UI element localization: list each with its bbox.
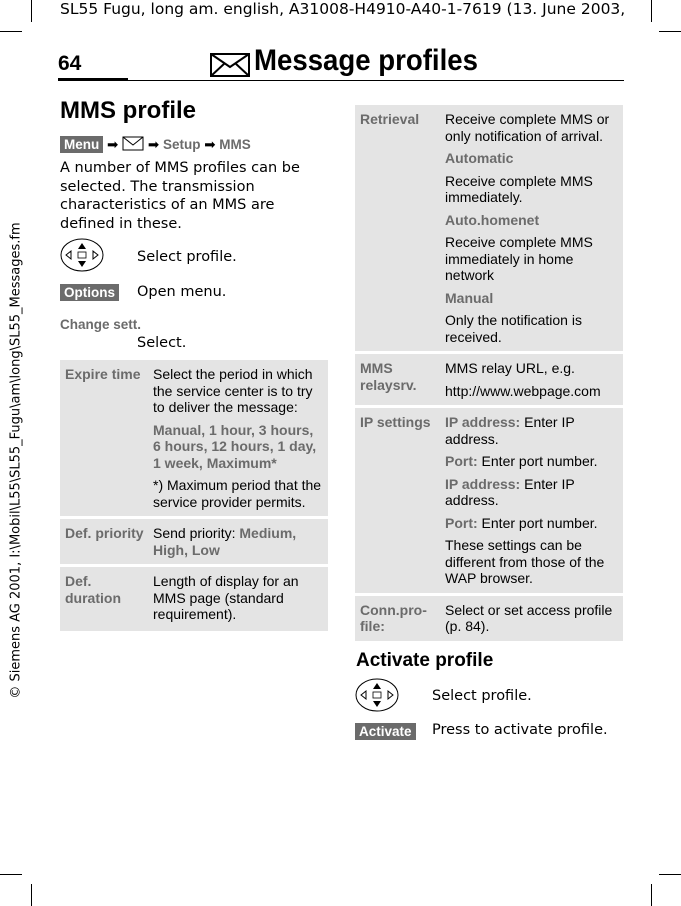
crop-mark	[31, 884, 32, 906]
row-desc: Receive complete MMS or only notification of arrival.	[445, 111, 610, 144]
row-url: http://www.webpage.com	[445, 382, 601, 399]
intro-text: A number of MMS profiles can be selected. The transmission characteristics of an MMS are defined in these.	[60, 160, 300, 232]
crop-mark	[31, 0, 32, 22]
row-desc: Length of display for an MMS page (standard requirement).	[153, 573, 299, 622]
row-prefix: Send priority:	[153, 525, 240, 541]
section-title: MMS profile	[60, 97, 196, 124]
running-header: SL55 Fugu, long am. english, A31008-H4910-A40-1-7619 (13. June 2003,	[60, 0, 626, 18]
envelope-icon	[210, 53, 250, 81]
row-options: Manual, 1 hour, 3 hours, 6 hours, 12 hours, 1 day, 1 week, Maximum*	[153, 421, 317, 471]
mms-settings-table-right	[355, 102, 623, 644]
activate-desc: Press to activate profile.	[432, 722, 608, 738]
row-content	[149, 567, 328, 631]
crop-mark	[651, 884, 652, 906]
option-name: Automatic	[445, 150, 514, 166]
options-key-wrap	[60, 282, 119, 301]
arrow-icon: ➡	[107, 137, 119, 152]
page-title: Message profiles	[254, 44, 478, 77]
crop-mark	[651, 0, 652, 22]
arrow-icon: ➡	[204, 137, 216, 152]
option-desc: Receive complete MMS immediately in home network	[445, 234, 593, 283]
ip-label: IP address:	[445, 475, 521, 492]
path-setup: Setup	[162, 137, 201, 152]
ip-desc: Enter IP address.	[445, 475, 575, 508]
side-path-text: © Siemens AG 2001, I:\Mobil\L55\SL55_Fugu\am\long\SL55_Messages.fm	[8, 222, 24, 699]
row-content	[441, 596, 623, 641]
open-menu-text: Open menu.	[137, 284, 227, 300]
crop-mark	[659, 874, 681, 875]
change-sett-label: Change sett.	[60, 317, 142, 332]
row-content	[441, 408, 623, 593]
row-label: IP settings	[355, 408, 441, 593]
arrow-icon: ➡	[147, 137, 160, 152]
row-content	[149, 519, 328, 564]
row-content	[149, 360, 328, 516]
crop-mark	[659, 31, 681, 32]
row-label: Def. duration	[60, 567, 149, 631]
side-path	[6, 0, 24, 906]
table-row	[60, 519, 328, 564]
header-rule	[128, 80, 624, 81]
page-number-bar	[58, 78, 128, 81]
table-row	[355, 105, 623, 351]
mms-settings-table	[60, 357, 328, 634]
row-label: Expire time	[60, 360, 149, 516]
row-options: Medium, High, Low	[153, 525, 297, 558]
row-content	[441, 105, 623, 351]
ip-desc: Enter IP address.	[445, 414, 575, 447]
table-row	[355, 408, 623, 593]
activate-key-wrap	[355, 721, 416, 740]
option-name: Manual	[445, 289, 494, 306]
table-row	[355, 354, 623, 405]
row-content	[441, 354, 623, 405]
port-label: Port:	[445, 453, 478, 469]
option-desc: Receive complete MMS immediately.	[445, 172, 593, 205]
row-note: *) Maximum period that the service provider permits.	[153, 477, 322, 510]
menu-path	[60, 136, 251, 153]
envelope-icon	[122, 136, 144, 151]
joystick-icon	[355, 678, 399, 716]
row-desc: Select or set access profile (p. 84).	[445, 601, 613, 634]
joystick-icon	[60, 238, 104, 276]
activate-title: Activate profile	[356, 650, 494, 671]
activate-key: Activate	[355, 723, 416, 740]
port-label: Port:	[445, 514, 478, 531]
options-key: Options	[60, 284, 119, 301]
row-label: Conn.pro-file:	[355, 596, 441, 641]
row-label: MMS relaysrv.	[355, 354, 441, 405]
ip-label: IP address:	[445, 414, 521, 430]
option-name: Auto.homenet	[445, 211, 540, 228]
ip-note: These settings can be different from those of the WAP browser.	[445, 537, 605, 586]
menu-key: Menu	[60, 136, 103, 153]
table-row	[60, 360, 328, 516]
row-label: Def. priority	[60, 519, 149, 564]
row-desc: MMS relay URL, e.g.	[445, 360, 575, 376]
page-number: 64	[58, 52, 82, 75]
port-desc: Enter port number.	[477, 453, 598, 469]
select-profile-text: Select profile.	[432, 688, 532, 704]
path-mms: MMS	[219, 137, 251, 152]
option-desc: Only the notification is received.	[445, 312, 582, 345]
table-row	[355, 596, 623, 641]
port-desc: Enter port number.	[477, 514, 598, 531]
table-row	[60, 567, 328, 631]
row-desc: Select the period in which the service center is to try to deliver the message:	[153, 366, 313, 415]
select-text: Select.	[137, 335, 187, 351]
row-label: Retrieval	[355, 105, 441, 351]
select-profile-text: Select profile.	[137, 249, 237, 265]
